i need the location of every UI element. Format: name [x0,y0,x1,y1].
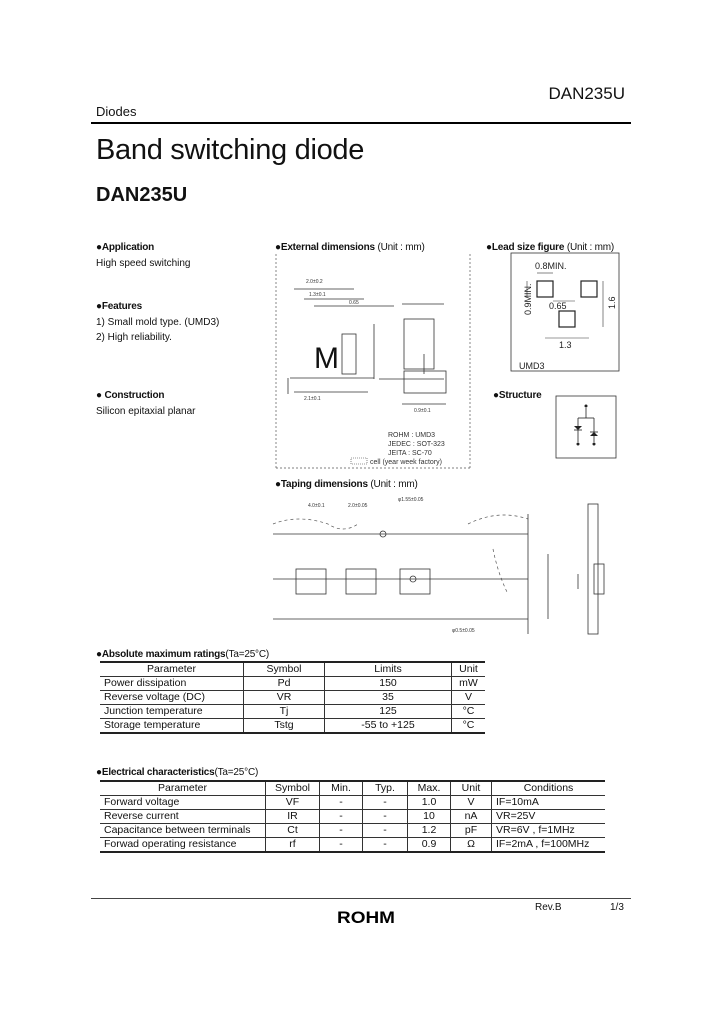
header-part-number: DAN235U [548,84,625,103]
marking-letter: M [314,342,339,375]
cell-parameter: Forwad operating resistance [100,838,266,853]
structure-heading: ●Structure [493,390,542,401]
cell-conditions: IF=10mA [492,796,606,810]
cell-symbol: Tstg [244,719,325,734]
application-text: High speed switching [96,258,191,269]
table-row [100,810,605,824]
svg-text:0.65: 0.65 [349,300,359,306]
package-line: JEITA : SC-70 [388,450,432,457]
lead-package-label: UMD3 [519,361,545,371]
svg-text:2.0±0.2: 2.0±0.2 [306,279,323,285]
header-rule [91,122,631,124]
col-header: Parameter [100,662,244,677]
col-header: Symbol [244,662,325,677]
svg-text:φ0.5±0.05: φ0.5±0.05 [452,628,475,634]
part-number-heading: DAN235U [96,184,188,206]
cell-limits: 35 [325,691,452,705]
page-number: 1/3 [610,902,624,913]
cell-unit: pF [451,824,492,838]
col-header: Limits [325,662,452,677]
svg-text:0.9±0.1: 0.9±0.1 [414,408,431,414]
col-header: Symbol [266,781,320,796]
cell-unit: V [451,796,492,810]
table-header-row [100,781,605,796]
cell-max: 1.2 [408,824,451,838]
taping-drawing [268,494,608,640]
lead-label-08min: 0.8MIN. [535,261,567,271]
rohm-logo [335,908,397,926]
col-header: Conditions [492,781,606,796]
cell-parameter: Reverse voltage (DC) [100,691,244,705]
svg-text:1.3±0.1: 1.3±0.1 [309,292,326,298]
table-row [100,719,485,734]
cell-max: 0.9 [408,838,451,853]
structure-diagram [556,396,618,460]
cell-min: - [320,838,363,853]
cell-conditions: IF=2mA , f=100MHz [492,838,606,853]
date-note: cell (year week factory) [370,459,442,466]
cell-unit: Ω [451,838,492,853]
lead-size-drawing [511,253,623,375]
col-header: Unit [452,662,486,677]
lead-size-heading: ●Lead size figure (Unit : mm) [486,242,615,253]
abs-max-heading: ●Absolute maximum ratings(Ta=25°C) [96,649,270,660]
cell-symbol: IR [266,810,320,824]
cell-parameter: Storage temperature [100,719,244,734]
cell-typ: - [363,838,408,853]
lead-label-065: 0.65 [549,301,567,311]
cell-conditions: VR=6V , f=1MHz [492,824,606,838]
cell-parameter: Power dissipation [100,677,244,691]
lead-label-16: 1.6 [607,296,617,309]
svg-text:ROHM: ROHM [337,908,395,927]
table-row [100,824,605,838]
cell-parameter: Forward voltage [100,796,266,810]
cell-typ: - [363,796,408,810]
table-row [100,796,605,810]
table-header-row [100,662,485,677]
footer-rule [91,898,631,899]
external-dimensions-heading: ●External dimensions (Unit : mm) [275,242,425,253]
cell-min: - [320,796,363,810]
col-header: Unit [451,781,492,796]
features-heading: ●Features [96,301,142,312]
cell-min: - [320,810,363,824]
table-row [100,838,605,853]
table-row [100,691,485,705]
cell-unit: nA [451,810,492,824]
revision-label: Rev.B [535,902,562,913]
package-line: ROHM : UMD3 [388,432,436,439]
svg-text:φ1.55±0.05: φ1.55±0.05 [398,497,424,503]
cell-parameter: Reverse current [100,810,266,824]
elec-heading: ●Electrical characteristics(Ta=25°C) [96,767,259,778]
cell-unit: °C [452,719,486,734]
cell-parameter: Junction temperature [100,705,244,719]
elec-table [100,780,605,853]
col-header: Max. [408,781,451,796]
cell-unit: mW [452,677,486,691]
package-line: JEDEC : SOT-323 [388,441,445,448]
cell-symbol: Tj [244,705,325,719]
svg-text:4.0±0.1: 4.0±0.1 [308,503,325,509]
construction-heading: ● Construction [96,390,165,401]
cell-symbol: VR [244,691,325,705]
page-title: Band switching diode [96,134,365,166]
feature-item: 1) Small mold type. (UMD3) [96,317,220,328]
table-row [100,677,485,691]
cell-typ: - [363,824,408,838]
cell-limits: 125 [325,705,452,719]
cell-max: 10 [408,810,451,824]
svg-text:2.1±0.1: 2.1±0.1 [304,396,321,402]
construction-text: Silicon epitaxial planar [96,406,196,417]
cell-min: - [320,824,363,838]
abs-max-table [100,661,485,734]
col-header: Typ. [363,781,408,796]
cell-parameter: Capacitance between terminals [100,824,266,838]
cell-symbol: Pd [244,677,325,691]
cell-unit: °C [452,705,486,719]
feature-item: 2) High reliability. [96,332,172,343]
cell-symbol: rf [266,838,320,853]
col-header: Parameter [100,781,266,796]
svg-text:2.0±0.05: 2.0±0.05 [348,503,368,509]
lead-label-09min: 0.9MIN. [523,283,533,315]
lead-label-13: 1.3 [559,340,572,350]
col-header: Min. [320,781,363,796]
cell-typ: - [363,810,408,824]
cell-symbol: Ct [266,824,320,838]
external-dimensions-drawing [274,254,474,470]
taping-heading: ●Taping dimensions (Unit : mm) [275,479,418,490]
cell-limits: 150 [325,677,452,691]
cell-max: 1.0 [408,796,451,810]
application-heading: ●Application [96,242,155,253]
table-row [100,705,485,719]
cell-conditions: VR=25V [492,810,606,824]
cell-limits: -55 to +125 [325,719,452,734]
category-label: Diodes [96,104,137,119]
cell-unit: V [452,691,486,705]
cell-symbol: VF [266,796,320,810]
